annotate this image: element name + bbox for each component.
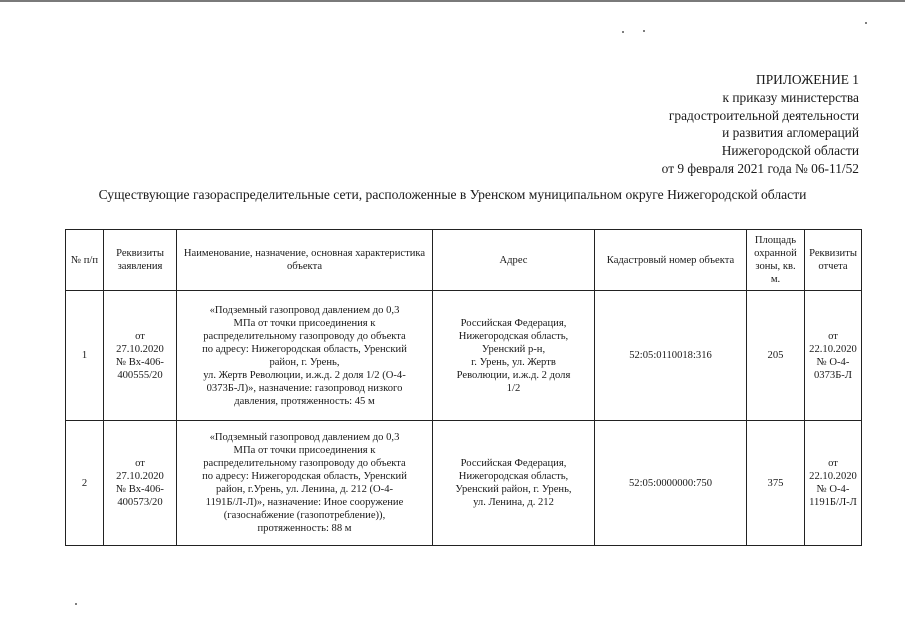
table-row — [66, 421, 862, 546]
cell-report: от 22.10.2020 № О-4- 1191Б/Л-Л — [805, 421, 862, 546]
scan-speck — [643, 30, 645, 32]
cell-cadastral: 52:05:0110018:316 — [595, 291, 747, 421]
col-header-area: Площадь охранной зоны, кв. м. — [747, 230, 805, 291]
document-title: Существующие газораспределительные сети, расположенные в Уренском муниципальном округе Нижегородской области — [98, 187, 807, 202]
header-line: к приказу министерства — [722, 89, 859, 105]
cell-application: от 27.10.2020 № Вх-406- 400573/20 — [104, 421, 177, 546]
cell-description: «Подземный газопровод давлением до 0,3 МПа от точки присоединения к распределительному газопроводу до объекта по адресу: Нижегородская область, Уренский район, г. Урень, ул. Жертв Революции, и.ж.д. 2 доля 1/2 (О-4- 0373Б-Л)», назначение: газопровод низкого давления, протяженность: 45 м — [177, 291, 433, 421]
col-header-cadastral: Кадастровый номер объекта — [595, 230, 747, 291]
col-header-description: Наименование, назначение, основная характеристика объекта — [177, 230, 433, 291]
col-header-application: Реквизиты заявления — [104, 230, 177, 291]
cell-area: 205 — [747, 291, 805, 421]
header-line: ПРИЛОЖЕНИЕ 1 — [756, 72, 859, 87]
gas-network-table — [65, 229, 862, 546]
cell-description: «Подземный газопровод давлением до 0,3 МПа от точки присоединения к распределительному газопроводу до объекта по адресу: Нижегородская область, Уренский район, г.Урень, ул. Ленина, д. 212 (О-4- 1191Б/Л-Л)», назначение: Иное сооружение (газоснабжение (газопотребление)), протяженность: 88 м — [177, 421, 433, 546]
cell-number: 2 — [66, 421, 104, 546]
cell-area: 375 — [747, 421, 805, 546]
scan-speck — [865, 22, 867, 24]
cell-report: от 22.10.2020 № О-4- 0373Б-Л — [805, 291, 862, 421]
header-line: и развития агломераций — [722, 125, 859, 141]
table-header-row — [66, 230, 862, 291]
cell-application: от 27.10.2020 № Вх-406- 400555/20 — [104, 291, 177, 421]
scan-speck — [622, 31, 624, 33]
cell-address: Российская Федерация, Нижегородская область, Уренский р-н, г. Урень, ул. Жертв Революции, и.ж.д. 2 доля 1/2 — [433, 291, 595, 421]
header-line: градостроительной деятельности — [668, 107, 859, 123]
header-line: от 9 февраля 2021 года № 06-11/52 — [661, 160, 859, 176]
scan-border — [0, 0, 905, 2]
appendix-header — [529, 71, 859, 178]
col-header-address: Адрес — [433, 230, 595, 291]
cell-number: 1 — [66, 291, 104, 421]
table-row — [66, 291, 862, 421]
cell-address: Российская Федерация, Нижегородская область, Уренский район, г. Урень, ул. Ленина, д. 212 — [433, 421, 595, 546]
scan-speck — [75, 603, 77, 605]
cell-cadastral: 52:05:0000000:750 — [595, 421, 747, 546]
header-line: Нижегородской области — [721, 143, 859, 159]
col-header-report: Реквизиты отчета — [805, 230, 862, 291]
col-header-number: № п/п — [66, 230, 104, 291]
